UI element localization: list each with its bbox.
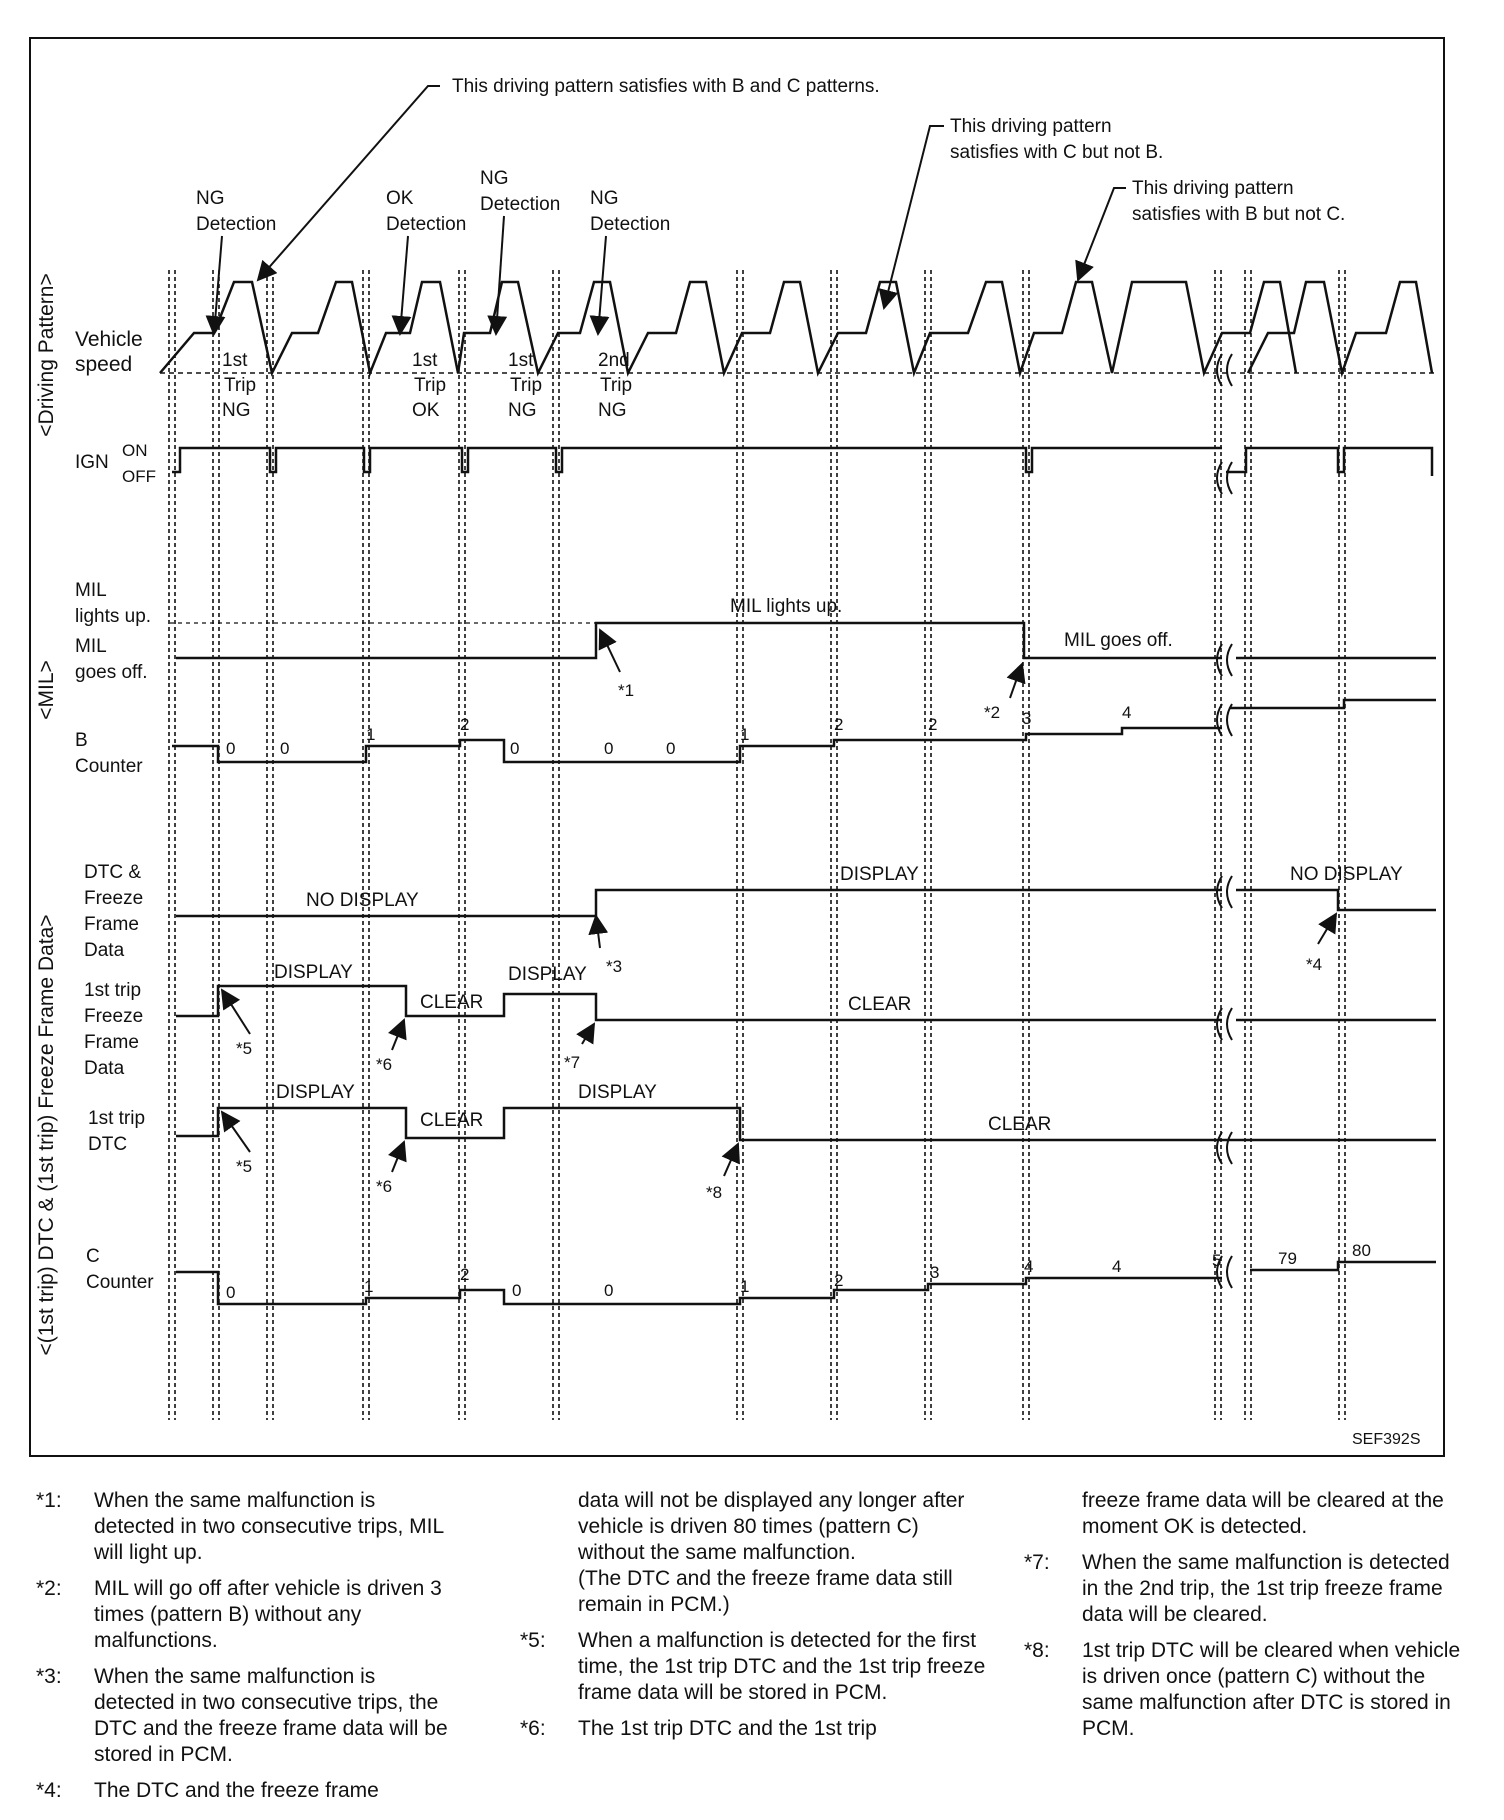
callout-bc: This driving pattern satisfies with B and C patterns. (452, 76, 880, 97)
tdtc-display-state: DISPLAY (276, 1082, 355, 1103)
ng-arrow-1 (214, 236, 222, 334)
mark2: *2 (984, 703, 1001, 722)
note-4-text: The DTC and the freeze frame (94, 1779, 379, 1802)
b-counter-label-2: Counter (75, 756, 143, 777)
note-8 (1024, 1638, 1464, 1742)
note-2-id: *2: (36, 1577, 62, 1600)
b-counter-value: 1 (366, 725, 376, 744)
c-counter-value: 1 (740, 1277, 750, 1296)
note-6-continued (1024, 1488, 1464, 1540)
note-2 (36, 1576, 456, 1654)
trip1-label: 1st (222, 350, 248, 371)
note-7-id: *7: (1024, 1551, 1050, 1574)
tdtc-clear-state-2: CLEAR (988, 1114, 1052, 1135)
b-counter-value: 4 (1122, 703, 1132, 722)
note-4 (36, 1778, 456, 1804)
note-3-id: *3: (36, 1665, 62, 1688)
dtc-label-2: Freeze (84, 888, 144, 909)
mil-off-label: MIL (75, 636, 107, 657)
break-symbol-3 (1217, 704, 1232, 736)
ff-label-2: Freeze (84, 1006, 144, 1027)
ff-trace (176, 986, 1436, 1020)
mark3: *3 (606, 957, 623, 976)
b-counter-value: 0 (280, 739, 290, 758)
ff-label-4: Data (84, 1058, 125, 1079)
note-6 (520, 1716, 990, 1742)
c-counter-value: 0 (604, 1281, 614, 1300)
mark8: *8 (706, 1183, 723, 1202)
break-symbol-2 (1217, 644, 1232, 676)
ff-clear-state: CLEAR (420, 992, 484, 1013)
trip2-label-2: Trip (414, 375, 447, 396)
callout-b-not-c: This driving pattern (1132, 178, 1294, 199)
b-counter-value: 0 (604, 739, 614, 758)
trip1-label-2: Trip (224, 375, 257, 396)
dtc-label-3: Frame (84, 914, 139, 935)
mil-up-label: MIL (75, 580, 107, 601)
callout-b-not-c-leader (1078, 188, 1126, 280)
b-counter-value: 3 (1022, 709, 1032, 728)
dtc-label-4: Data (84, 940, 125, 961)
c-counter-label-2: Counter (86, 1272, 154, 1293)
ng-detection-2: NG (480, 168, 509, 189)
mark4-arrow (1318, 914, 1336, 944)
note-1 (36, 1488, 456, 1566)
trip3-label-2: Trip (510, 375, 543, 396)
break-symbol-6 (1217, 1132, 1232, 1164)
note-5-text: When a malfunction is detected for the first time, the 1st trip DTC and the 1st trip freeze frame data will be stored in PCM. (578, 1629, 986, 1704)
trip2-label-3: OK (412, 400, 440, 421)
mil-trace (176, 623, 1436, 658)
note-1-id: *1: (36, 1489, 62, 1512)
break-symbol-1 (1217, 462, 1232, 494)
mark5b: *5 (236, 1157, 253, 1176)
notes-column-3 (1024, 1488, 1464, 1752)
mark6b: *6 (376, 1177, 393, 1196)
note-6-text: The 1st trip DTC and the 1st trip (578, 1717, 877, 1740)
trip2-label: 1st (412, 350, 438, 371)
break-symbol-5 (1217, 1008, 1232, 1040)
ok-detection: OK (386, 188, 414, 209)
trip3-label: 1st (508, 350, 534, 371)
dtc-no-display-state-2: NO DISPLAY (1290, 864, 1403, 885)
note-7-text: When the same malfunction is detected in the 2nd trip, the 1st trip freeze frame data will be cleared. (1082, 1551, 1450, 1626)
note-3-text: When the same malfunction is detected in two consecutive trips, the DTC and the freeze frame data will be stored in PCM. (94, 1665, 448, 1766)
section-label-dtc: <(1st trip) DTC & (1st trip) Freeze Frame Data> (35, 914, 58, 1356)
ign-off-label: OFF (122, 467, 156, 486)
note-5 (520, 1628, 990, 1706)
c-counter-value: 79 (1278, 1249, 1297, 1268)
note-1-text: When the same malfunction is detected in two consecutive trips, MIL will light up. (94, 1489, 444, 1564)
mark5-arrow (222, 990, 250, 1034)
trip3-label-3: NG (508, 400, 537, 421)
ff-label-3: Frame (84, 1032, 139, 1053)
mil-goes-off-state: MIL goes off. (1064, 630, 1173, 651)
mark5b-arrow (222, 1112, 250, 1152)
ng-detection-3: NG (590, 188, 619, 209)
note-4-cont-text: data will not be displayed any longer after vehicle is driven 80 times (pattern C) without the same malfunction. (578, 1489, 965, 1564)
mil-lights-up-state: MIL lights up. (730, 596, 843, 617)
dtc-no-display-state: NO DISPLAY (306, 890, 419, 911)
note-6-id: *6: (520, 1717, 546, 1740)
b-counter-value: 0 (666, 739, 676, 758)
ff-label: 1st trip (84, 980, 142, 1001)
trip4-label-2: Trip (600, 375, 633, 396)
mark1-arrow (600, 630, 620, 672)
notes-column-1 (36, 1488, 456, 1814)
vehicle-speed-label-2: speed (75, 353, 133, 376)
mark2-arrow (1010, 664, 1022, 698)
c-counter-label: C (86, 1246, 100, 1267)
b-counter-label: B (75, 730, 88, 751)
c-counter-value: 2 (834, 1271, 844, 1290)
note-2-text: MIL will go off after vehicle is driven 3 times (pattern B) without any malfunctions. (94, 1577, 442, 1652)
note-8-text: 1st trip DTC will be cleared when vehicle is driven once (pattern C) without the same malfunction after DTC is stored in PCM. (1082, 1639, 1461, 1740)
c-counter-value: 80 (1352, 1241, 1371, 1260)
b-counter-value: 2 (460, 715, 470, 734)
ign-trace (172, 448, 1432, 476)
b-counter-value: 2 (834, 715, 844, 734)
tdtc-clear-state: CLEAR (420, 1110, 484, 1131)
break-symbol-0 (1217, 354, 1232, 386)
section-label-driving: <Driving Pattern> (35, 273, 58, 437)
tdtc-trace (176, 1108, 1436, 1140)
callout-c-not-b: This driving pattern (950, 116, 1112, 137)
break-symbol-7 (1217, 1256, 1232, 1288)
callout-bc-leader (258, 86, 440, 280)
c-counter-value: 4 (1112, 1257, 1122, 1276)
b-counter-value: 2 (928, 715, 938, 734)
c-counter-value: 4 (1024, 1257, 1034, 1276)
notes-column-2 (520, 1488, 990, 1752)
mark6: *6 (376, 1055, 393, 1074)
ng-arrow-2 (496, 216, 504, 334)
ign-label: IGN (75, 452, 109, 473)
break-symbol-4 (1217, 876, 1232, 908)
c-counter-value: 1 (364, 1277, 374, 1296)
mark5: *5 (236, 1039, 253, 1058)
trip4-label-3: NG (598, 400, 627, 421)
vehicle-speed-label: Vehicle (75, 328, 143, 351)
tdtc-display-state-2: DISPLAY (578, 1082, 657, 1103)
ff-clear-state-2: CLEAR (848, 994, 912, 1015)
c-counter-values (226, 1241, 1371, 1302)
mark8-arrow (724, 1144, 738, 1176)
ok-arrow (400, 236, 408, 334)
mark4: *4 (1306, 955, 1323, 974)
note-3 (36, 1664, 456, 1768)
mil-off-label-2: goes off. (75, 662, 148, 683)
ng-detection-3-word: Detection (590, 214, 671, 235)
note-4-cont-text-2: (The DTC and the freeze frame data still remain in PCM.) (578, 1567, 953, 1616)
b-counter-value: 0 (510, 739, 520, 758)
ok-detection-word: Detection (386, 214, 467, 235)
tdtc-label-2: DTC (88, 1134, 128, 1155)
c-counter-value: 5 (1212, 1251, 1222, 1270)
vehicle-speed-trace (160, 282, 1296, 373)
mark1: *1 (618, 681, 635, 700)
section-label-mil: <MIL> (35, 660, 58, 720)
note-7 (1024, 1550, 1464, 1628)
mark7: *7 (564, 1053, 581, 1072)
trip-separator-lines (169, 270, 1345, 1420)
mark6b-arrow (392, 1142, 404, 1172)
mil-up-label-2: lights up. (75, 606, 152, 627)
callout-c-not-b-2: satisfies with C but not B. (950, 142, 1164, 163)
b-counter-trace (172, 700, 1436, 762)
dtc-label: DTC & (84, 862, 141, 883)
ng-detection-2-word: Detection (480, 194, 561, 215)
figure-id: SEF392S (1352, 1431, 1421, 1448)
dtc-display-state: DISPLAY (840, 864, 919, 885)
callout-b-not-c-2: satisfies with B but not C. (1132, 204, 1346, 225)
ng-arrow-3 (598, 236, 606, 334)
note-8-id: *8: (1024, 1639, 1050, 1662)
c-counter-value: 0 (226, 1283, 236, 1302)
b-counter-value: 1 (740, 725, 750, 744)
trip1-label-3: NG (222, 400, 251, 421)
mark7-arrow (582, 1024, 594, 1044)
ff-display-state: DISPLAY (274, 962, 353, 983)
c-counter-value: 0 (512, 1281, 522, 1300)
note-5-id: *5: (520, 1629, 546, 1652)
note-4-id: *4: (36, 1779, 62, 1802)
vehicle-speed-trace-tail (1248, 282, 1432, 373)
tdtc-label: 1st trip (88, 1108, 146, 1129)
time-break-symbols (1217, 354, 1232, 1288)
ng-detection-1: NG (196, 188, 225, 209)
ign-on-label: ON (122, 441, 148, 460)
callout-c-not-b-leader (884, 126, 944, 308)
ng-detection-1-word: Detection (196, 214, 277, 235)
ff-display-state-2: DISPLAY (508, 964, 587, 985)
mark6-arrow (392, 1020, 404, 1050)
b-counter-value: 0 (226, 739, 236, 758)
mark3-arrow (596, 916, 600, 948)
note-6-cont-text: freeze frame data will be cleared at the moment OK is detected. (1082, 1489, 1444, 1538)
c-counter-value: 2 (460, 1265, 470, 1284)
trip4-label: 2nd (598, 350, 630, 371)
note-4-continued (520, 1488, 990, 1618)
c-counter-value: 3 (930, 1263, 940, 1282)
